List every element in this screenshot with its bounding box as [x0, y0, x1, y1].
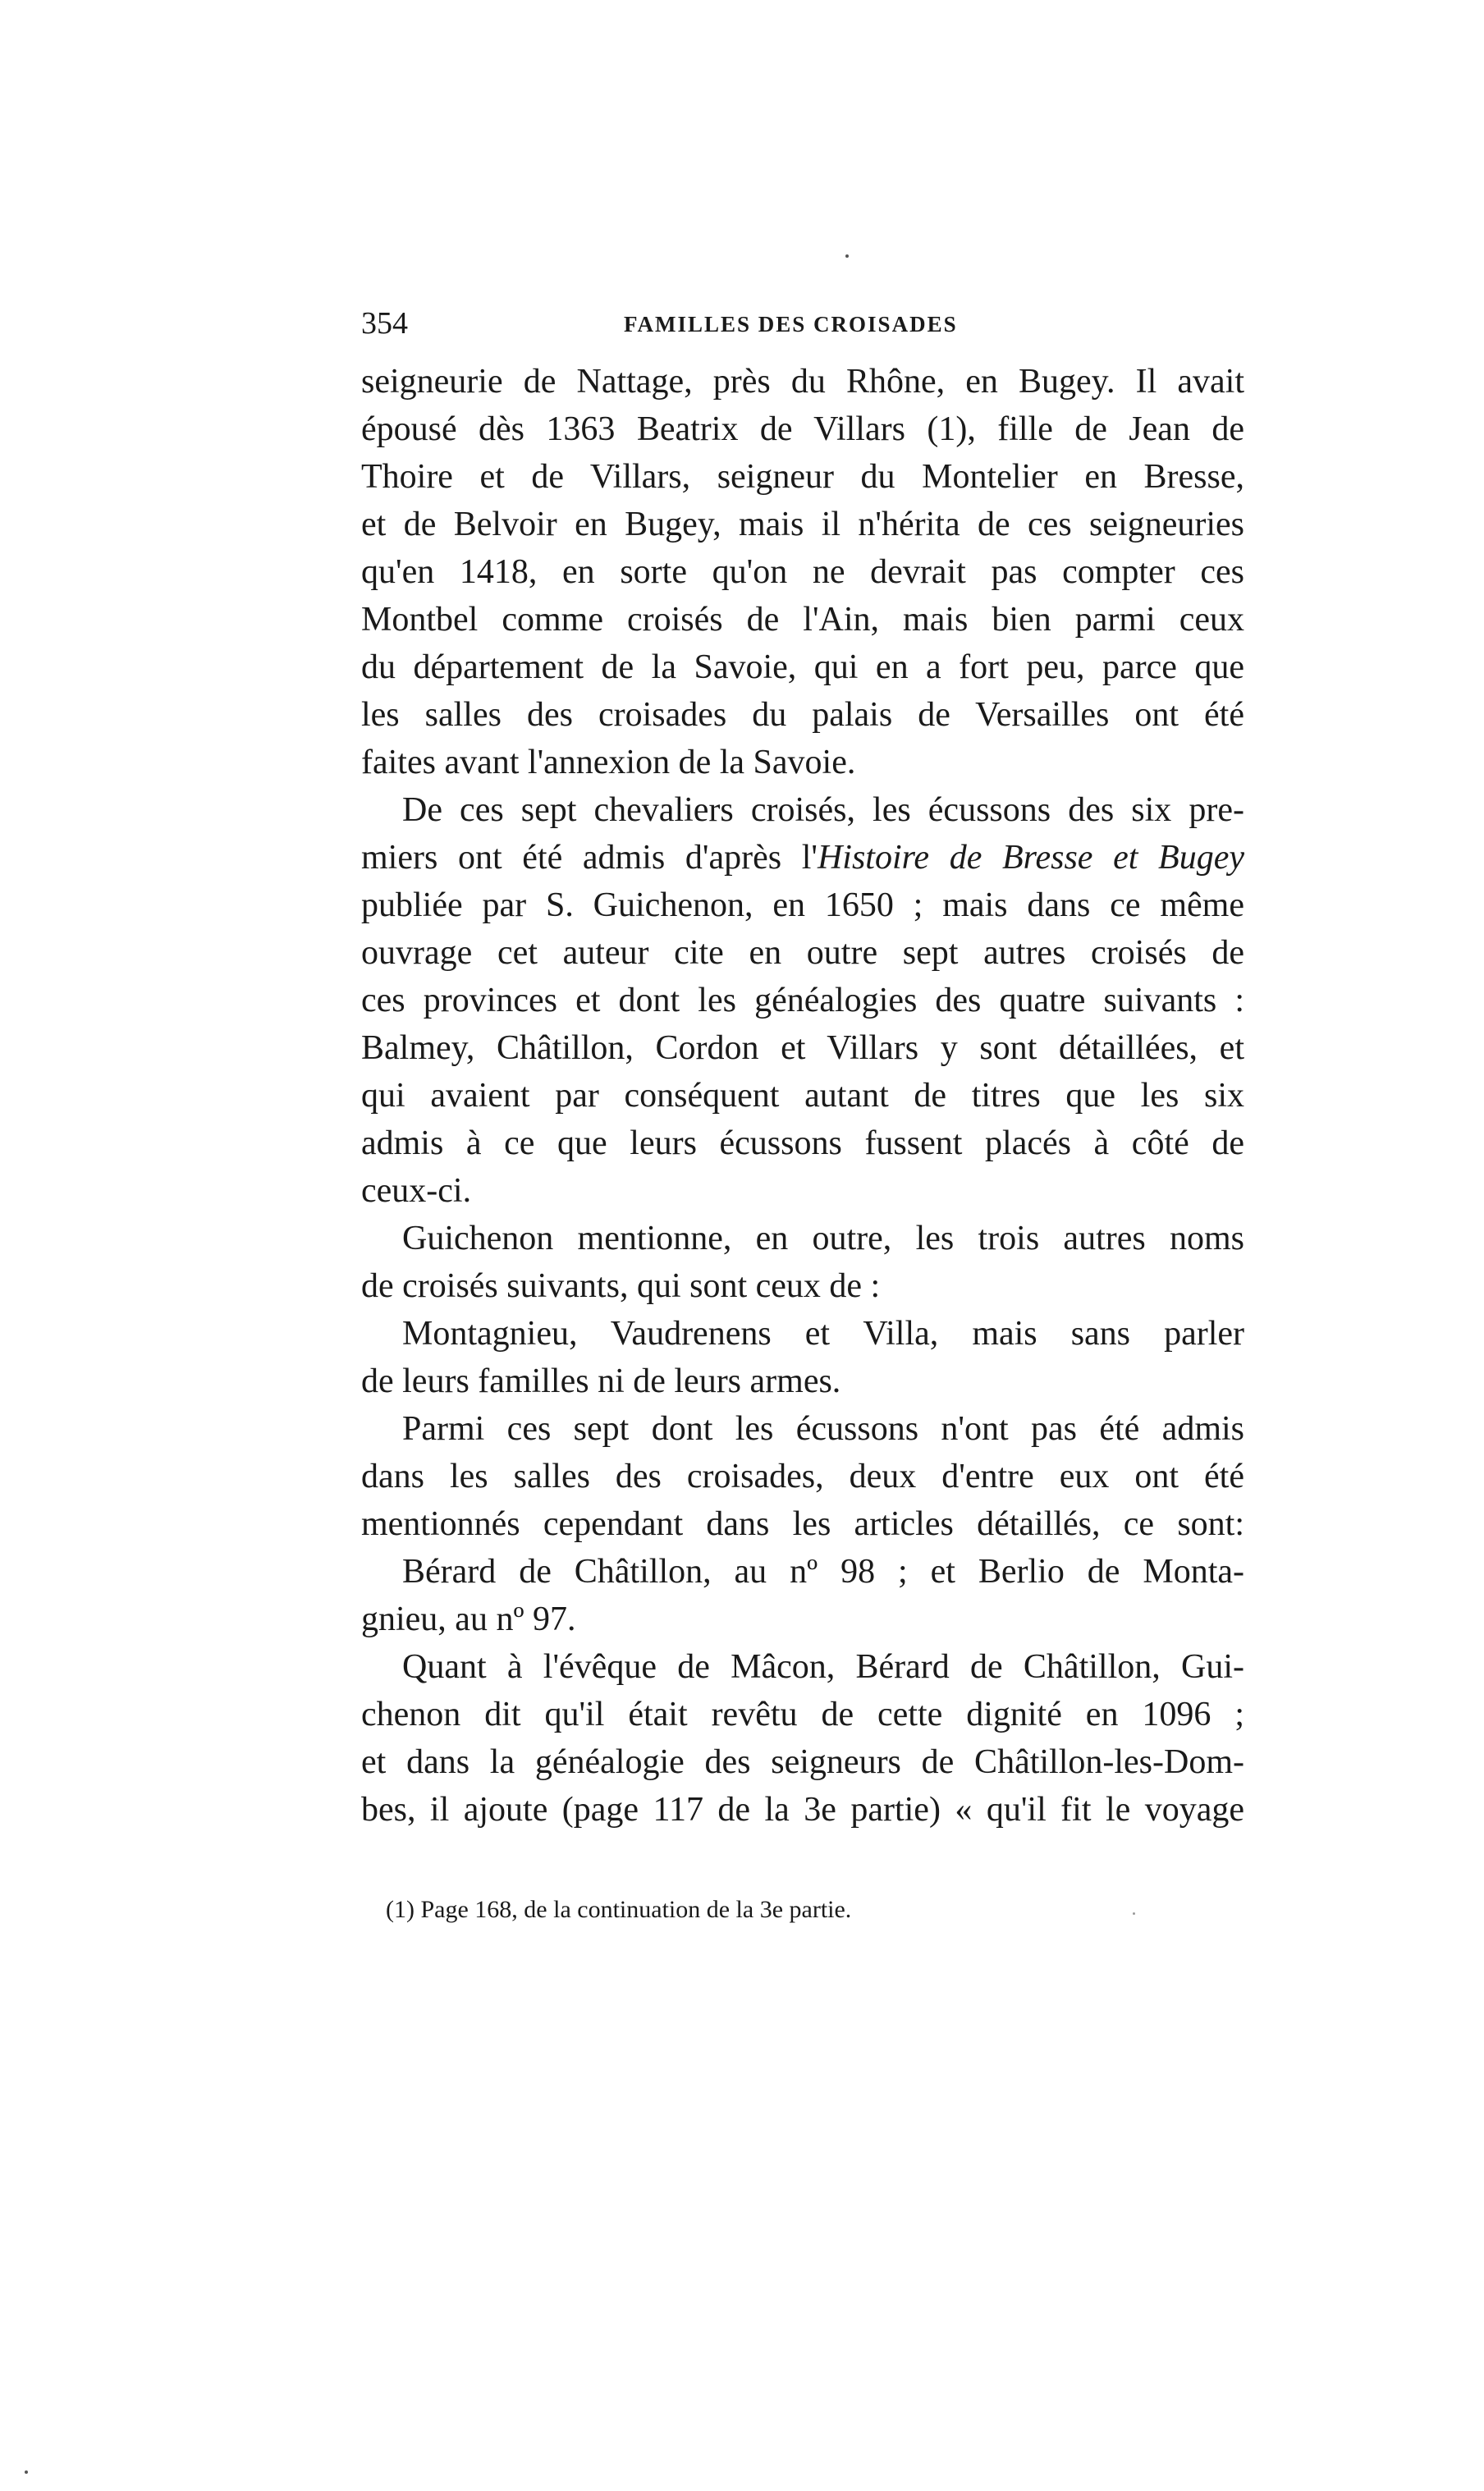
text-line: seigneurie de Nattage, près du Rhône, en Bugey. Il avait	[361, 363, 1244, 401]
text-line: épousé dès 1363 Beatrix de Villars (1), fille de Jean de	[361, 410, 1244, 448]
text-line: qui avaient par conséquent autant de titres que les six	[361, 1077, 1244, 1115]
text-line: et de Belvoir en Bugey, mais il n'hérita de ces seigneuries	[361, 506, 1244, 543]
text-line: et dans la généalogie des seigneurs de Châtillon-les-Dom-	[361, 1743, 1244, 1781]
text-line: Guichenon mentionne, en outre, les trois autres noms	[402, 1220, 1244, 1257]
text-line: qu'en 1418, en sorte qu'on ne devrait pas compter ces	[361, 553, 1244, 591]
body-text	[361, 358, 1244, 1834]
paper-speck	[845, 254, 849, 258]
footnote: (1) Page 168, de la continuation de la 3e partie.	[386, 1896, 852, 1923]
paper-speck	[1133, 1912, 1135, 1915]
text-line: gnieu, au nº 97.	[361, 1600, 576, 1638]
text-line: ceux-ci.	[361, 1172, 472, 1210]
text-line: de croisés suivants, qui sont ceux de :	[361, 1267, 881, 1305]
text-line: les salles des croisades du palais de Versailles ont été	[361, 696, 1244, 734]
page-number: 354	[361, 306, 408, 341]
text-line	[361, 834, 1244, 881]
text-line: mentionnés cependant dans les articles détaillés, ce sont:	[361, 1505, 1244, 1543]
text-line: admis à ce que leurs écussons fussent placés à côté de	[361, 1124, 1244, 1162]
running-title: FAMILLES DES CROISADES	[624, 312, 958, 337]
text-line: dans les salles des croisades, deux d'entre eux ont été	[361, 1458, 1244, 1495]
text-line: Quant à l'évêque de Mâcon, Bérard de Châtillon, Gui-	[402, 1648, 1244, 1686]
text-segment: miers ont été admis d'après l'	[361, 839, 818, 877]
text-line: Montbel comme croisés de l'Ain, mais bien parmi ceux	[361, 601, 1244, 639]
text-line: publiée par S. Guichenon, en 1650 ; mais dans ce même	[361, 886, 1244, 924]
text-line: chenon dit qu'il était revêtu de cette dignité en 1096 ;	[361, 1696, 1244, 1733]
paper-speck	[25, 2470, 28, 2474]
book-title-italic: Histoire de Bresse et Bugey	[817, 839, 1244, 877]
text-line: du département de la Savoie, qui en a fort peu, parce que	[361, 648, 1244, 686]
page-header	[361, 305, 1244, 346]
text-line: faites avant l'annexion de la Savoie.	[361, 744, 856, 781]
text-line: ces provinces et dont les généalogies des quatre suivants :	[361, 982, 1244, 1019]
text-line: Bérard de Châtillon, au nº 98 ; et Berlio de Monta-	[402, 1553, 1244, 1591]
text-line: De ces sept chevaliers croisés, les écussons des six pre-	[402, 791, 1244, 829]
text-line: Montagnieu, Vaudrenens et Villa, mais sans parler	[402, 1315, 1244, 1353]
text-line: de leurs familles ni de leurs armes.	[361, 1362, 841, 1400]
text-line: Thoire et de Villars, seigneur du Montelier en Bresse,	[361, 458, 1244, 496]
text-line: ouvrage cet auteur cite en outre sept autres croisés de	[361, 934, 1244, 972]
text-line: Balmey, Châtillon, Cordon et Villars y sont détaillées, et	[361, 1029, 1244, 1067]
text-line: bes, il ajoute (page 117 de la 3e partie) « qu'il fit le voyage	[361, 1791, 1244, 1829]
text-line: Parmi ces sept dont les écussons n'ont pas été admis	[402, 1410, 1244, 1448]
